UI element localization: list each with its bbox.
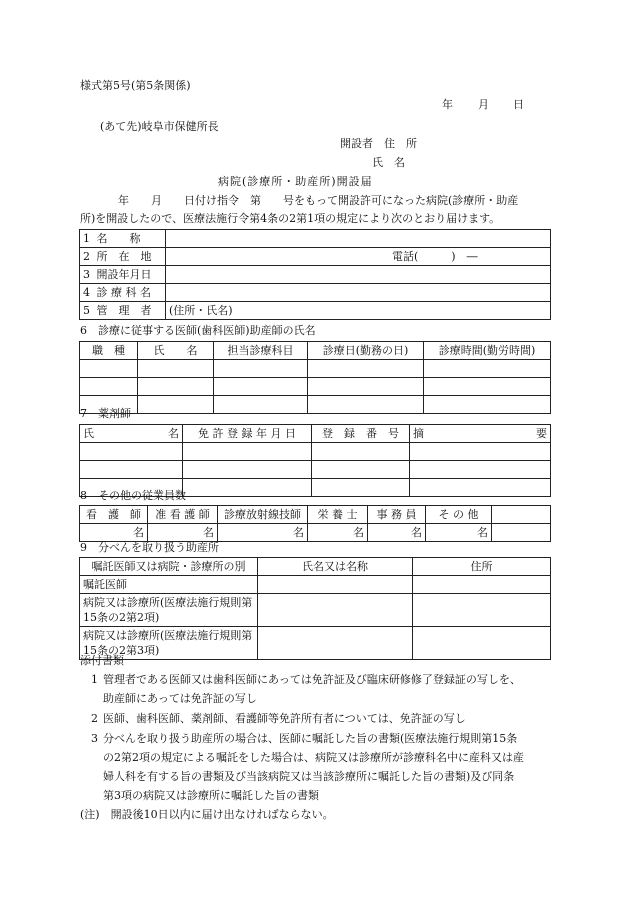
table-cell[interactable] (410, 479, 551, 497)
column-header: 免 許 登 録 年 月 日 (183, 425, 312, 443)
column-header: 登 録 番 号 (312, 425, 410, 443)
row-label: 診 療 科 名 (94, 284, 166, 302)
header-part: 氏 (83, 427, 94, 440)
table-cell[interactable] (312, 461, 410, 479)
physicians-table (79, 341, 551, 414)
table-header-row (80, 425, 551, 443)
table-row (80, 461, 551, 479)
intro-line-2: 所)を開設したので、医療法施行令第4条の2第1項の規定により次のとおり届けます。 (80, 212, 501, 225)
other-staff-table (79, 505, 551, 542)
table-cell[interactable] (258, 627, 413, 660)
count-cell[interactable]: 名 (308, 524, 368, 542)
addressee: (あて先)岐阜市保健所長 (100, 120, 219, 133)
table-cell[interactable] (258, 576, 413, 594)
column-header: 診療放射線技師 (218, 506, 308, 524)
table-cell[interactable] (183, 443, 312, 461)
note: (注) 開設後10日以内に届け出なければならない。 (80, 808, 334, 821)
section6-heading: 6 診療に従事する医師(歯科医師)助産師の氏名 (80, 324, 316, 337)
row-label: 開設年月日 (94, 266, 166, 284)
attachment-number: 3 (91, 732, 98, 745)
table-cell[interactable] (424, 396, 551, 414)
column-header: 住所 (413, 558, 551, 576)
header-part: 摘 (413, 427, 424, 440)
table-cell[interactable] (410, 443, 551, 461)
count-cell[interactable]: 名 (368, 524, 426, 542)
row-label: 名 称 (94, 230, 166, 248)
column-header: 診療時間(勤労時間) (424, 342, 551, 360)
table-row (80, 230, 551, 248)
attachment-number: 1 (91, 673, 98, 686)
table-row (80, 576, 551, 594)
applicant-address-label: 開設者 住 所 (340, 137, 417, 150)
section8-heading: 8 その他の従業員数 (80, 489, 186, 502)
table-cell[interactable] (214, 378, 308, 396)
blank-cell (492, 524, 551, 542)
table-cell[interactable] (138, 360, 214, 378)
row-number: 2 (80, 248, 94, 266)
attachment-item-2-line1: 医師、歯科医師、薬剤師、看護師等免許所有者については、免許証の写し (103, 712, 466, 725)
table-row (80, 302, 551, 320)
attachment-item-3-line2: の2第2項の規定による嘱託をした場合は、病院又は診療所が診療科名中に産科又は産 (103, 751, 524, 764)
name-value[interactable] (166, 230, 551, 248)
pharmacists-table (79, 424, 551, 497)
manager-value[interactable]: (住所・氏名) (166, 302, 551, 320)
table-cell[interactable] (308, 378, 424, 396)
column-header: 准 看 護 師 (148, 506, 218, 524)
form-title: 病院(診療所・助産所)開設届 (218, 175, 373, 188)
table-cell[interactable] (308, 396, 424, 414)
row-label: 病院又は診療所(医療法施行規則第15条の2第2項) (80, 594, 258, 627)
row-number: 1 (80, 230, 94, 248)
attachment-item-3-line4: 第3項の病院又は診療所に嘱託した旨の書類 (103, 789, 319, 802)
table-row (80, 378, 551, 396)
attachment-item-1-line1: 管理者である医師又は歯科医師にあっては免許証及び臨床研修修了登録証の写しを、 (103, 673, 521, 686)
row-number: 5 (80, 302, 94, 320)
section7-heading: 7 薬剤師 (80, 407, 131, 420)
table-cell[interactable] (258, 594, 413, 627)
table-cell[interactable] (214, 360, 308, 378)
table-cell[interactable] (312, 479, 410, 497)
date-day: 日 (513, 98, 524, 111)
table-row (80, 396, 551, 414)
column-header: 職 種 (80, 342, 138, 360)
count-cell[interactable]: 名 (148, 524, 218, 542)
form-number: 様式第5号(第5条関係) (80, 79, 191, 92)
table-header-row (80, 506, 551, 524)
date-month: 月 (478, 98, 489, 111)
table-cell[interactable] (80, 360, 138, 378)
table-cell[interactable] (410, 461, 551, 479)
column-header (80, 425, 183, 443)
phone-label: 電話( ) ― (392, 250, 478, 263)
blank-cell (492, 506, 551, 524)
column-header: 氏 名 (138, 342, 214, 360)
table-row (80, 248, 551, 266)
departments-value[interactable] (166, 284, 551, 302)
row-label: 所 在 地 (94, 248, 166, 266)
row-number: 3 (80, 266, 94, 284)
table-cell[interactable] (138, 378, 214, 396)
row-label: 嘱託医師 (80, 576, 258, 594)
midwifery-table (79, 557, 551, 660)
table-cell[interactable] (424, 378, 551, 396)
table-header-row (80, 342, 551, 360)
attachment-number: 2 (91, 712, 98, 725)
table-cell[interactable] (424, 360, 551, 378)
column-header: そ の 他 (426, 506, 492, 524)
count-cell[interactable]: 名 (80, 524, 148, 542)
column-header: 看 護 師 (80, 506, 148, 524)
column-header: 嘱託医師又は病院・診療所の別 (80, 558, 258, 576)
basic-info-table (79, 229, 551, 320)
applicant-name-label: 氏 名 (372, 156, 405, 169)
table-cell[interactable] (183, 461, 312, 479)
table-header-row (80, 558, 551, 576)
count-cell[interactable]: 名 (218, 524, 308, 542)
table-cell[interactable] (214, 396, 308, 414)
table-cell[interactable] (413, 594, 551, 627)
attachments-heading: 添付書類 (80, 654, 124, 667)
column-header (410, 425, 551, 443)
table-cell[interactable] (312, 443, 410, 461)
column-header: 診療日(勤務の日) (308, 342, 424, 360)
table-cell[interactable] (413, 576, 551, 594)
attachment-item-3-line3: 婦人科を有する旨の書類及び当該病院又は当該診療所に嘱託した旨の書類)及び同条 (103, 770, 515, 783)
table-row (80, 627, 551, 660)
table-row (80, 266, 551, 284)
table-row (80, 594, 551, 627)
intro-line-1: 年 月 日付け指令 第 号をもって開設許可になった病院(診療所・助産 (118, 194, 519, 207)
count-cell[interactable]: 名 (426, 524, 492, 542)
date-year: 年 (442, 98, 453, 111)
attachment-item-3-line1: 分べんを取り扱う助産所の場合は、医師に嘱託した旨の書類(医療法施行規則第15条 (103, 732, 518, 745)
table-cell[interactable] (138, 396, 214, 414)
row-number: 4 (80, 284, 94, 302)
attachment-item-1-line2: 助産師にあっては免許証の写し (103, 692, 257, 705)
column-header: 事 務 員 (368, 506, 426, 524)
row-label: 管 理 者 (94, 302, 166, 320)
column-header: 担当診療科目 (214, 342, 308, 360)
table-cell[interactable] (413, 627, 551, 660)
column-header: 氏名又は名称 (258, 558, 413, 576)
table-row (80, 524, 551, 542)
row-label: 病院又は診療所(医療法施行規則第15条の2第3項) (80, 627, 258, 660)
header-part: 名 (168, 427, 179, 440)
table-cell[interactable] (80, 378, 138, 396)
table-cell[interactable] (308, 360, 424, 378)
column-header: 栄 養 士 (308, 506, 368, 524)
opening-date-value[interactable] (166, 266, 551, 284)
table-row (80, 443, 551, 461)
location-value[interactable] (166, 248, 551, 266)
table-cell[interactable] (183, 479, 312, 497)
section9-heading: 9 分べんを取り扱う助産所 (80, 541, 219, 554)
table-cell[interactable] (80, 443, 183, 461)
table-cell[interactable] (80, 461, 183, 479)
header-part: 要 (536, 427, 547, 440)
table-row (80, 360, 551, 378)
table-row (80, 284, 551, 302)
